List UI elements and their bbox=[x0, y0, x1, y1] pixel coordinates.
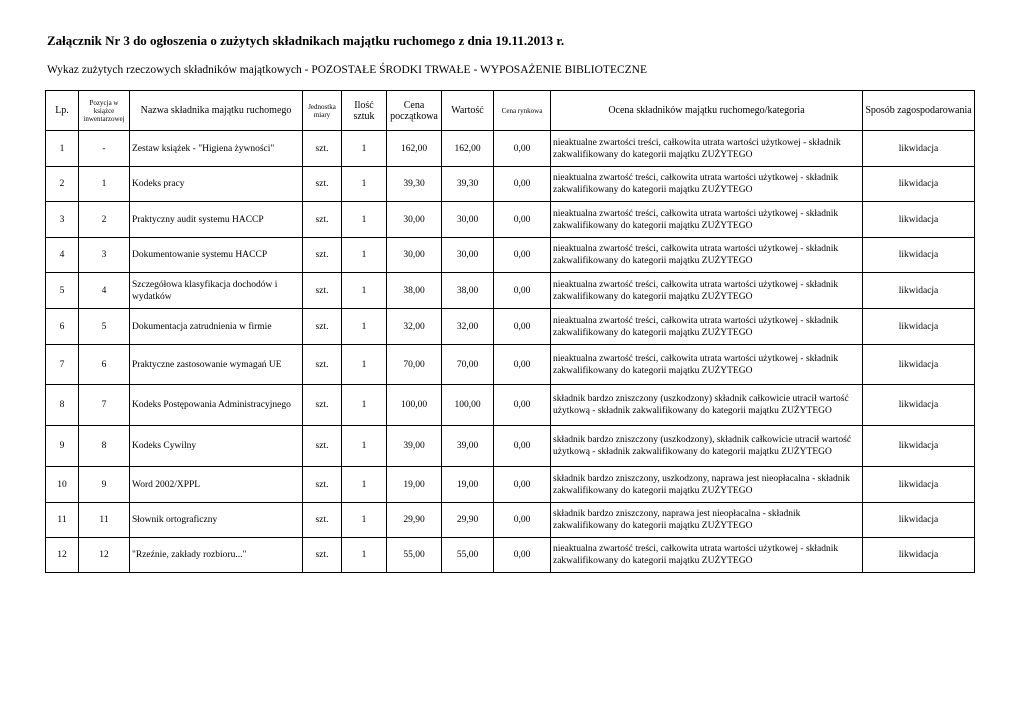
cell-cena: 55,00 bbox=[387, 538, 442, 573]
table-row bbox=[46, 426, 975, 467]
cell-pozycja: - bbox=[79, 131, 130, 167]
cell-sposob: likwidacja bbox=[863, 238, 975, 273]
cell-jednostka: szt. bbox=[303, 345, 342, 385]
cell-pozycja: 8 bbox=[79, 426, 130, 467]
table-row bbox=[46, 345, 975, 385]
cell-jednostka: szt. bbox=[303, 385, 342, 426]
cell-jednostka: szt. bbox=[303, 202, 342, 238]
cell-sposob: likwidacja bbox=[863, 538, 975, 573]
table-row bbox=[46, 167, 975, 202]
header-cena-rynkowa: Cena rynkowa bbox=[494, 91, 551, 131]
table-row bbox=[46, 503, 975, 538]
cell-lp: 3 bbox=[46, 202, 79, 238]
cell-jednostka: szt. bbox=[303, 503, 342, 538]
cell-lp: 4 bbox=[46, 238, 79, 273]
cell-pozycja: 11 bbox=[79, 503, 130, 538]
cell-nazwa: Kodeks Postępowania Administracyjnego bbox=[130, 385, 303, 426]
cell-cena: 29,90 bbox=[387, 503, 442, 538]
cell-cena-rynkowa: 0,00 bbox=[494, 131, 551, 167]
table-row bbox=[46, 131, 975, 167]
document-title: Załącznik Nr 3 do ogłoszenia o zużytych składnikach majątku ruchomego z dnia 19.11.2013 r. bbox=[47, 33, 565, 48]
cell-jednostka: szt. bbox=[303, 273, 342, 309]
cell-lp: 6 bbox=[46, 309, 79, 345]
cell-ocena: nieaktualna zwartość treści, całkowita utrata wartości użytkowej - składnik zakwalifikowany do kategorii majątku ZUŻYTEGO bbox=[551, 538, 863, 573]
table-row bbox=[46, 538, 975, 573]
cell-cena: 70,00 bbox=[387, 345, 442, 385]
cell-pozycja: 7 bbox=[79, 385, 130, 426]
table-row bbox=[46, 273, 975, 309]
cell-lp: 12 bbox=[46, 538, 79, 573]
cell-pozycja: 3 bbox=[79, 238, 130, 273]
cell-sposob: likwidacja bbox=[863, 202, 975, 238]
cell-jednostka: szt. bbox=[303, 167, 342, 202]
cell-wartosc: 162,00 bbox=[442, 131, 494, 167]
cell-cena: 30,00 bbox=[387, 238, 442, 273]
header-ocena: Ocena składników majątku ruchomego/kategoria bbox=[551, 91, 863, 131]
cell-sposob: likwidacja bbox=[863, 385, 975, 426]
cell-wartosc: 32,00 bbox=[442, 309, 494, 345]
cell-lp: 9 bbox=[46, 426, 79, 467]
header-lp: Lp. bbox=[46, 91, 79, 131]
header-cena: Cena początkowa bbox=[387, 91, 442, 131]
cell-cena-rynkowa: 0,00 bbox=[494, 426, 551, 467]
cell-lp: 11 bbox=[46, 503, 79, 538]
cell-ocena: nieaktualna zwartość treści, całkowita utrata wartości użytkowej - składnik zakwalifikowany do kategorii majątku ZUŻYTEGO bbox=[551, 202, 863, 238]
cell-ilosc: 1 bbox=[342, 273, 387, 309]
header-sposob: Sposób zagospodarowania bbox=[863, 91, 975, 131]
cell-ilosc: 1 bbox=[342, 538, 387, 573]
table-header-row bbox=[46, 91, 975, 131]
cell-jednostka: szt. bbox=[303, 467, 342, 503]
cell-ilosc: 1 bbox=[342, 426, 387, 467]
cell-ilosc: 1 bbox=[342, 238, 387, 273]
cell-ilosc: 1 bbox=[342, 131, 387, 167]
cell-lp: 7 bbox=[46, 345, 79, 385]
cell-wartosc: 38,00 bbox=[442, 273, 494, 309]
cell-lp: 5 bbox=[46, 273, 79, 309]
cell-ocena: nieaktualne zwartości treści, całkowita utrata wartości użytkowej - składnik zakwalifikowany do kategorii majątku ZUŻYTEGO bbox=[551, 131, 863, 167]
cell-sposob: likwidacja bbox=[863, 426, 975, 467]
cell-pozycja: 4 bbox=[79, 273, 130, 309]
cell-ilosc: 1 bbox=[342, 467, 387, 503]
cell-ocena: nieaktualna zwartość treści, całkowita utrata wartości użytkowej - składnik zakwalifikowany do kategorii majątku ZUŻYTEGO bbox=[551, 309, 863, 345]
cell-wartosc: 70,00 bbox=[442, 345, 494, 385]
header-jednostka: Jednostka miary bbox=[303, 91, 342, 131]
cell-pozycja: 12 bbox=[79, 538, 130, 573]
cell-cena-rynkowa: 0,00 bbox=[494, 345, 551, 385]
cell-jednostka: szt. bbox=[303, 538, 342, 573]
cell-nazwa: Słownik ortograficzny bbox=[130, 503, 303, 538]
cell-wartosc: 39,30 bbox=[442, 167, 494, 202]
cell-ocena: składnik bardzo zniszczony (uszkodzony) składnik całkowicie utracił wartość użytkową - składnik zakwalifikowany do kategorii majątku ZUŻYTEGO bbox=[551, 385, 863, 426]
table-row bbox=[46, 238, 975, 273]
cell-cena-rynkowa: 0,00 bbox=[494, 385, 551, 426]
inventory-table bbox=[45, 90, 975, 573]
cell-sposob: likwidacja bbox=[863, 309, 975, 345]
cell-nazwa: "Rzeźnie, zakłady rozbioru..." bbox=[130, 538, 303, 573]
cell-cena-rynkowa: 0,00 bbox=[494, 467, 551, 503]
cell-cena: 32,00 bbox=[387, 309, 442, 345]
header-pozycja: Pozycja w książce inwentarzowej bbox=[79, 91, 130, 131]
cell-nazwa: Kodeks Cywilny bbox=[130, 426, 303, 467]
cell-nazwa: Dokumentacja zatrudnienia w firmie bbox=[130, 309, 303, 345]
cell-nazwa: Word 2002/XPPL bbox=[130, 467, 303, 503]
cell-cena: 39,00 bbox=[387, 426, 442, 467]
table-row bbox=[46, 309, 975, 345]
cell-cena: 162,00 bbox=[387, 131, 442, 167]
cell-ilosc: 1 bbox=[342, 309, 387, 345]
cell-ilosc: 1 bbox=[342, 202, 387, 238]
cell-pozycja: 9 bbox=[79, 467, 130, 503]
cell-wartosc: 19,00 bbox=[442, 467, 494, 503]
cell-ocena: nieaktualna zwartość treści, całkowita utrata wartości użytkowej - składnik zakwalifikowany do kategorii majątku ZUŻYTEGO bbox=[551, 238, 863, 273]
cell-ilosc: 1 bbox=[342, 385, 387, 426]
cell-cena: 19,00 bbox=[387, 467, 442, 503]
cell-nazwa: Praktyczne zastosowanie wymagań UE bbox=[130, 345, 303, 385]
cell-nazwa: Zestaw książek - "Higiena żywności" bbox=[130, 131, 303, 167]
cell-wartosc: 30,00 bbox=[442, 238, 494, 273]
cell-jednostka: szt. bbox=[303, 131, 342, 167]
cell-sposob: likwidacja bbox=[863, 131, 975, 167]
cell-cena-rynkowa: 0,00 bbox=[494, 503, 551, 538]
cell-cena-rynkowa: 0,00 bbox=[494, 309, 551, 345]
cell-cena: 100,00 bbox=[387, 385, 442, 426]
cell-wartosc: 30,00 bbox=[442, 202, 494, 238]
cell-cena: 30,00 bbox=[387, 202, 442, 238]
cell-cena: 39,30 bbox=[387, 167, 442, 202]
cell-ilosc: 1 bbox=[342, 345, 387, 385]
cell-jednostka: szt. bbox=[303, 309, 342, 345]
cell-pozycja: 1 bbox=[79, 167, 130, 202]
cell-nazwa: Praktyczny audit systemu HACCP bbox=[130, 202, 303, 238]
cell-cena-rynkowa: 0,00 bbox=[494, 538, 551, 573]
cell-lp: 1 bbox=[46, 131, 79, 167]
cell-pozycja: 5 bbox=[79, 309, 130, 345]
cell-nazwa: Kodeks pracy bbox=[130, 167, 303, 202]
table-row bbox=[46, 202, 975, 238]
cell-ocena: nieaktualna zwartość treści, całkowita utrata wartości użytkowej - składnik zakwalifikowany do kategorii majątku ZUŻYTEGO bbox=[551, 167, 863, 202]
cell-cena-rynkowa: 0,00 bbox=[494, 238, 551, 273]
cell-wartosc: 100,00 bbox=[442, 385, 494, 426]
cell-ocena: nieaktualna zwartość treści, całkowita utrata wartości użytkowej - składnik zakwalifikowany do kategorii majątku ZUŻYTEGO bbox=[551, 273, 863, 309]
cell-ocena: nieaktualna zwartość treści, całkowita utrata wartości użytkowej - składnik zakwalifikowany do kategorii majątku ZUŻYTEGO bbox=[551, 345, 863, 385]
cell-ocena: składnik bardzo zniszczony (uszkodzony), składnik całkowicie utracił wartość użytkową - składnik zakwalifikowany do kategorii majątku ZUŻYTEGO bbox=[551, 426, 863, 467]
cell-sposob: likwidacja bbox=[863, 467, 975, 503]
cell-wartosc: 39,00 bbox=[442, 426, 494, 467]
cell-wartosc: 55,00 bbox=[442, 538, 494, 573]
cell-jednostka: szt. bbox=[303, 238, 342, 273]
cell-nazwa: Dokumentowanie systemu HACCP bbox=[130, 238, 303, 273]
cell-nazwa: Szczegółowa klasyfikacja dochodów i wydatków bbox=[130, 273, 303, 309]
cell-wartosc: 29,90 bbox=[442, 503, 494, 538]
cell-sposob: likwidacja bbox=[863, 345, 975, 385]
cell-sposob: likwidacja bbox=[863, 167, 975, 202]
cell-pozycja: 6 bbox=[79, 345, 130, 385]
cell-cena-rynkowa: 0,00 bbox=[494, 273, 551, 309]
table-row bbox=[46, 467, 975, 503]
table-row bbox=[46, 385, 975, 426]
cell-ocena: składnik bardzo zniszczony, naprawa jest nieopłacalna - składnik zakwalifikowany do kategorii majątku ZUŻYTEGO bbox=[551, 503, 863, 538]
cell-lp: 2 bbox=[46, 167, 79, 202]
cell-pozycja: 2 bbox=[79, 202, 130, 238]
cell-sposob: likwidacja bbox=[863, 503, 975, 538]
cell-cena-rynkowa: 0,00 bbox=[494, 202, 551, 238]
header-nazwa: Nazwa składnika majątku ruchomego bbox=[130, 91, 303, 131]
document-subtitle: Wykaz zużytych rzeczowych składników majątkowych - POZOSTAŁE ŚRODKI TRWAŁE - WYPOSAŻENIE BIBLIOTECZNE bbox=[47, 64, 647, 76]
cell-lp: 10 bbox=[46, 467, 79, 503]
cell-jednostka: szt. bbox=[303, 426, 342, 467]
cell-cena: 38,00 bbox=[387, 273, 442, 309]
cell-cena-rynkowa: 0,00 bbox=[494, 167, 551, 202]
cell-ilosc: 1 bbox=[342, 503, 387, 538]
header-wartosc: Wartość bbox=[442, 91, 494, 131]
cell-ocena: składnik bardzo zniszczony, uszkodzony, naprawa jest nieopłacalna - składnik zakwalifikowany do kategorii majątku ZUŻYTEGO bbox=[551, 467, 863, 503]
cell-ilosc: 1 bbox=[342, 167, 387, 202]
cell-sposob: likwidacja bbox=[863, 273, 975, 309]
header-ilosc: Ilość sztuk bbox=[342, 91, 387, 131]
cell-lp: 8 bbox=[46, 385, 79, 426]
